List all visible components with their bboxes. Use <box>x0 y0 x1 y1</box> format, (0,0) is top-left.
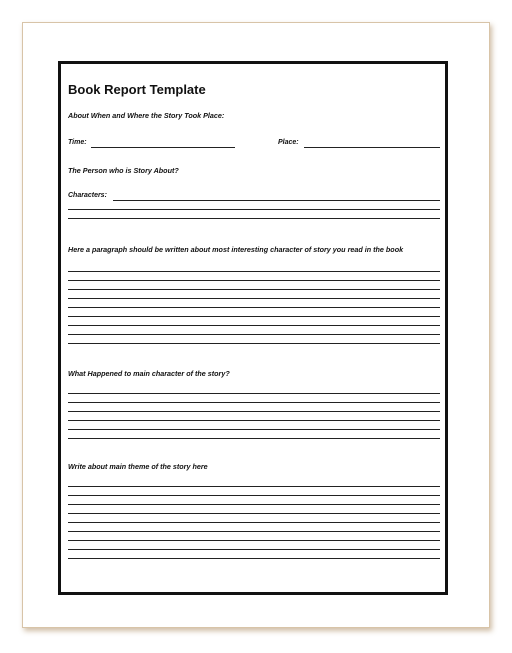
writing-line[interactable] <box>68 307 440 308</box>
happened-heading: What Happened to main character of the story? <box>68 369 230 378</box>
document-page <box>22 22 490 628</box>
characters-label: Characters: <box>68 192 107 199</box>
writing-line[interactable] <box>68 411 440 412</box>
place-field[interactable] <box>304 147 440 148</box>
writing-line[interactable] <box>68 438 440 439</box>
writing-line[interactable] <box>68 271 440 272</box>
document-title: Book Report Template <box>68 82 206 97</box>
time-field[interactable] <box>91 147 235 148</box>
writing-line[interactable] <box>68 325 440 326</box>
writing-line[interactable] <box>68 429 440 430</box>
writing-line[interactable] <box>68 343 440 344</box>
writing-line[interactable] <box>68 549 440 550</box>
writing-line[interactable] <box>68 558 440 559</box>
writing-line[interactable] <box>68 522 440 523</box>
writing-line[interactable] <box>68 209 440 210</box>
template-border <box>58 61 448 595</box>
writing-line[interactable] <box>68 513 440 514</box>
person-heading: The Person who is Story About? <box>68 166 179 175</box>
characters-field[interactable] <box>113 200 440 201</box>
time-label: Time: <box>68 139 87 146</box>
writing-line[interactable] <box>68 486 440 487</box>
paragraph-heading: Here a paragraph should be written about most interesting character of story you read in the book <box>68 245 404 254</box>
theme-heading: Write about main theme of the story here <box>68 462 208 471</box>
writing-line[interactable] <box>68 316 440 317</box>
writing-line[interactable] <box>68 280 440 281</box>
writing-line[interactable] <box>68 495 440 496</box>
when-where-heading: About When and Where the Story Took Place: <box>68 111 225 120</box>
writing-line[interactable] <box>68 504 440 505</box>
writing-line[interactable] <box>68 289 440 290</box>
writing-line[interactable] <box>68 531 440 532</box>
writing-line[interactable] <box>68 298 440 299</box>
writing-line[interactable] <box>68 420 440 421</box>
writing-line[interactable] <box>68 393 440 394</box>
place-label: Place: <box>278 139 299 146</box>
writing-line[interactable] <box>68 218 440 219</box>
writing-line[interactable] <box>68 334 440 335</box>
writing-line[interactable] <box>68 540 440 541</box>
writing-line[interactable] <box>68 402 440 403</box>
